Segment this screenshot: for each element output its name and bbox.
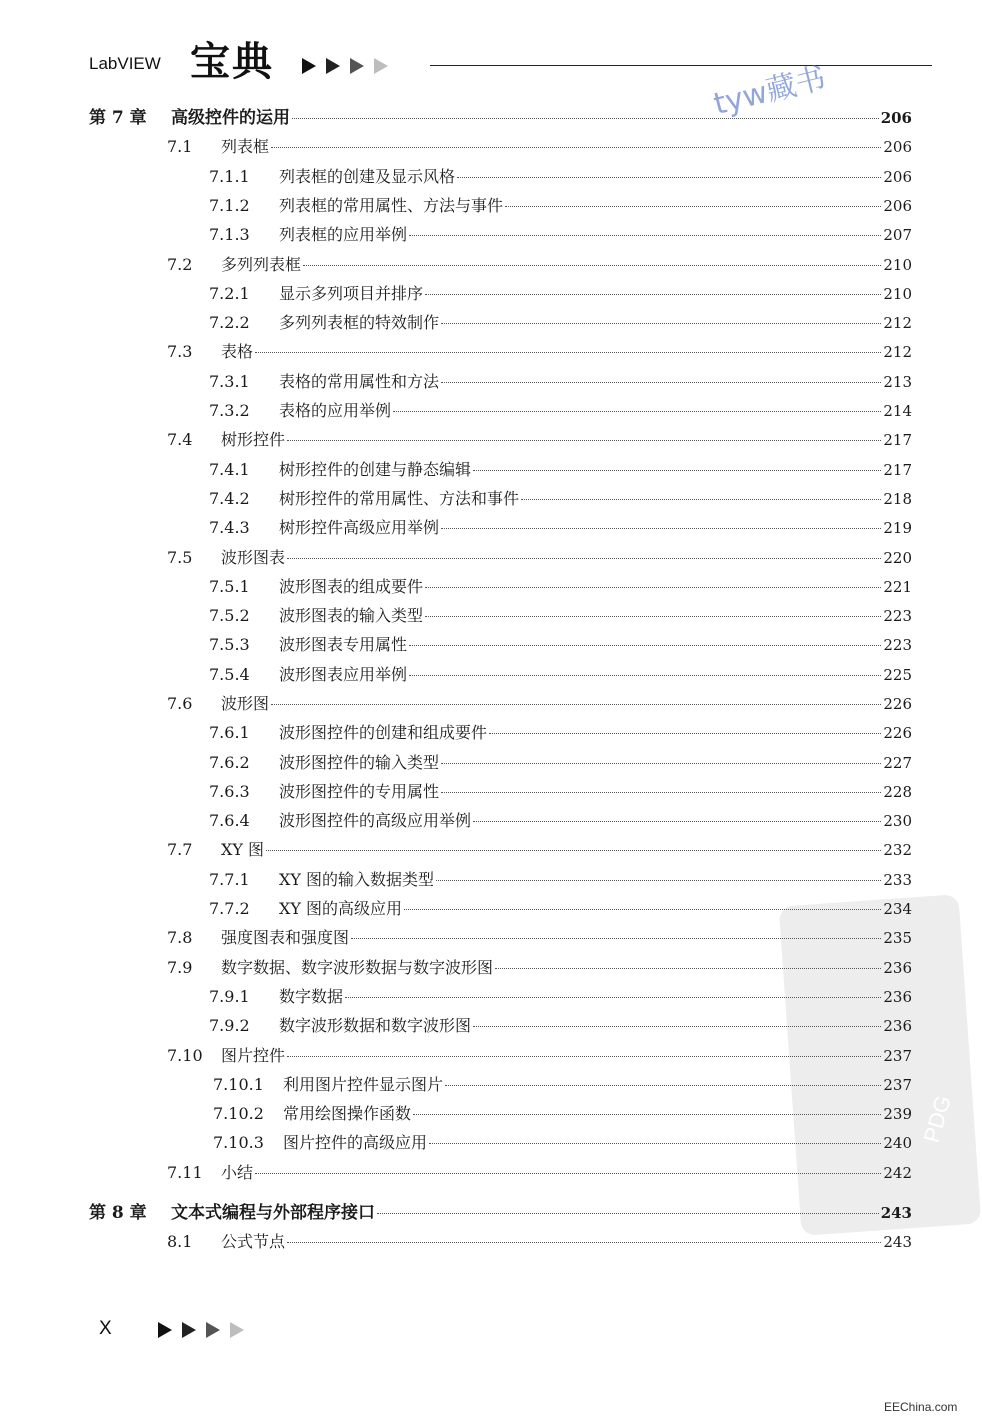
toc-number: 7.3.2 [209,401,250,420]
toc-leader [292,118,879,119]
toc-number: 7.9.1 [209,987,250,1006]
toc-leader [436,880,881,881]
arrow-icon [158,1322,172,1338]
brand-name: LabVIEW [89,54,161,73]
toc-title: XY 图的高级应用 [279,899,403,918]
toc-page-number: 223 [883,607,912,625]
toc-leader [409,675,881,676]
toc-subsection [209,870,912,890]
toc-page-number: 213 [883,373,912,391]
toc-leader [505,206,881,207]
toc-leader [489,733,881,734]
toc-subsection [209,635,912,655]
toc-page-number: 236 [883,959,912,977]
toc-number: 7.10.3 [213,1133,264,1152]
toc-number: 7.7.1 [209,870,250,889]
toc-title: 波形图控件的专用属性 [279,782,440,801]
toc-page-number: 212 [883,314,912,332]
toc-page-number: 218 [883,490,912,508]
toc-subsection [209,987,912,1007]
toc-page-number: 217 [883,461,912,479]
toc-section [167,1232,912,1252]
toc-title: 树形控件的常用属性、方法和事件 [279,489,520,508]
toc-leader [425,294,881,295]
toc-page-number: 223 [883,636,912,654]
toc-subsection [213,1133,912,1153]
toc-number: 7.2.2 [209,313,250,332]
toc-title: XY 图 [221,840,265,859]
arrow-icon [230,1322,244,1338]
toc-title: 波形图表应用举例 [279,665,408,684]
toc-title: 列表框的应用举例 [279,225,408,244]
toc-section [167,1163,912,1183]
toc-leader [441,528,881,529]
toc-number: 7.10.2 [213,1104,264,1123]
toc-subsection [209,225,912,245]
toc-title: 列表框的创建及显示风格 [279,167,456,186]
toc-number: 7.5.3 [209,635,250,654]
toc-number: 7.5.1 [209,577,250,596]
toc-title: XY 图的输入数据类型 [279,870,435,889]
toc-subsection [209,782,912,802]
toc-title: 表格 [221,342,254,361]
toc-number: 7.9 [167,958,193,977]
toc-title: 波形图控件的创建和组成要件 [279,723,488,742]
toc-section [167,548,912,568]
toc-title: 波形图控件的输入类型 [279,753,440,772]
toc-title: 波形图控件的高级应用举例 [279,811,472,830]
toc-subsection [209,811,912,831]
toc-page-number: 239 [883,1105,912,1123]
toc-leader [266,850,881,851]
toc-leader [429,1143,881,1144]
toc-number: 7.6.2 [209,753,250,772]
toc-title: 树形控件 [221,430,286,449]
toc-number: 7.5.4 [209,665,250,684]
toc-number: 7.7 [167,840,193,859]
toc-page-number: 214 [883,402,912,420]
toc-number: 8.1 [167,1232,193,1251]
toc-title: 树形控件的创建与静态编辑 [279,460,472,479]
toc-leader [473,1026,881,1027]
toc-subsection [209,518,912,538]
toc-leader [413,1114,881,1115]
toc-leader [441,382,881,383]
toc-leader [473,821,881,822]
toc-leader [287,1242,881,1243]
toc-number: 7.10 [167,1046,203,1065]
toc-section [167,430,912,450]
toc-leader [255,1173,881,1174]
toc-title: 数字数据 [279,987,344,1006]
toc-title: 公式节点 [221,1232,286,1251]
toc-leader [393,411,881,412]
toc-title: 文本式编程与外部程序接口 [171,1203,375,1223]
toc-page-number: 233 [883,871,912,889]
toc-number: 第 8 章 [89,1203,147,1223]
toc-number: 7.9.2 [209,1016,250,1035]
toc-title: 图片控件 [221,1046,286,1065]
toc-leader [303,265,881,266]
toc-page-number: 219 [883,519,912,537]
toc-number: 7.4.1 [209,460,250,479]
toc-subsection [213,1075,912,1095]
toc-section [167,137,912,157]
toc-number: 7.7.2 [209,899,250,918]
toc-title: 多列列表框的特效制作 [279,313,440,332]
toc-leader [377,1213,879,1214]
toc-section [167,255,912,275]
toc-page-number: 217 [883,431,912,449]
toc-leader [351,938,881,939]
toc-title: 列表框的常用属性、方法与事件 [279,196,504,215]
toc-section [167,694,912,714]
toc-title: 波形图表的组成要件 [279,577,424,596]
toc-number: 第 7 章 [89,108,147,128]
toc-title: 表格的常用属性和方法 [279,372,440,391]
toc-subsection [209,460,912,480]
toc-page-number: 242 [883,1164,912,1182]
toc-subsection [209,313,912,333]
toc-section [167,958,912,978]
toc-leader [271,147,881,148]
toc-subsection [209,489,912,509]
toc-leader [409,645,881,646]
toc-subsection [209,899,912,919]
toc-leader [457,177,881,178]
toc-title: 波形图表专用属性 [279,635,408,654]
toc-title: 常用绘图操作函数 [283,1104,412,1123]
toc-page-number: 206 [883,197,912,215]
toc-page-number: 228 [883,783,912,801]
toc-number: 7.2.1 [209,284,250,303]
toc-subsection [209,196,912,216]
toc-title: 数字波形数据和数字波形图 [279,1016,472,1035]
toc-page-number: 220 [883,549,912,567]
toc-page-number: 206 [880,109,912,127]
toc-page-number: 243 [880,1204,912,1222]
toc-number: 7.3.1 [209,372,250,391]
toc-page-number: 227 [883,754,912,772]
toc-title: 表格的应用举例 [279,401,392,420]
toc-section [167,928,912,948]
toc-page-number: 212 [883,343,912,361]
arrow-icon [206,1322,220,1338]
toc-subsection [209,606,912,626]
toc-title: 图片控件的高级应用 [283,1133,428,1152]
toc-leader [441,792,881,793]
toc-number: 7.5 [167,548,193,567]
toc-title: 显示多列项目并排序 [279,284,424,303]
seal-label: PDG [919,1092,957,1146]
toc-leader [271,704,881,705]
toc-number: 7.6 [167,694,193,713]
toc-number: 7.1.3 [209,225,250,244]
toc-subsection [209,372,912,392]
toc-page-number: 225 [883,666,912,684]
toc-subsection [213,1104,912,1124]
toc-leader [409,235,881,236]
toc-leader [287,558,881,559]
toc-title: 小结 [221,1163,254,1182]
toc-subsection [209,577,912,597]
toc-leader [473,470,881,471]
site-credit: EEChina.com [884,1400,958,1414]
toc-leader [287,440,881,441]
toc-number: 7.4.3 [209,518,250,537]
toc-leader [521,499,881,500]
arrow-icon [182,1322,196,1338]
book-title: 宝典 [190,39,274,85]
toc-number: 7.4 [167,430,193,449]
toc-section [167,840,912,860]
toc-page-number: 232 [883,841,912,859]
toc-title: 多列列表框 [221,255,302,274]
toc-number: 7.6.1 [209,723,250,742]
toc-page-number: 235 [883,929,912,947]
toc-number: 7.2 [167,255,193,274]
toc-subsection [209,753,912,773]
toc-page-number: 236 [883,988,912,1006]
toc-section [167,342,912,362]
toc-number: 7.6.4 [209,811,250,830]
toc-subsection [209,723,912,743]
toc-section [167,1046,912,1066]
toc-page-number: 243 [883,1233,912,1251]
toc-leader [441,323,881,324]
toc-subsection [209,1016,912,1036]
toc-title: 利用图片控件显示图片 [283,1075,444,1094]
toc-leader [425,616,881,617]
toc-page-number: 230 [883,812,912,830]
toc-page-number: 210 [883,256,912,274]
toc-number: 7.1.2 [209,196,250,215]
footer-arrows-icon [158,1322,244,1338]
toc-leader [425,587,881,588]
toc-leader [441,763,881,764]
toc-subsection [209,665,912,685]
toc-number: 7.4.2 [209,489,250,508]
toc-title: 数字数据、数字波形数据与数字波形图 [221,958,494,977]
toc-title: 列表框 [221,137,270,156]
toc-title: 波形图表 [221,548,286,567]
toc-page-number: 237 [883,1076,912,1094]
toc-leader [495,968,881,969]
toc-leader [345,997,881,998]
toc-title: 波形图 [221,694,270,713]
toc-page-number: 206 [883,138,912,156]
toc-number: 7.1.1 [209,167,250,186]
watermark-stamp: tyw藏书 [710,60,830,123]
toc-page-number: 207 [883,226,912,244]
toc-page-number: 226 [883,695,912,713]
toc-number: 7.10.1 [213,1075,264,1094]
toc-number: 7.5.2 [209,606,250,625]
toc-leader [255,352,881,353]
toc-chapter [89,108,912,128]
toc-subsection [209,167,912,187]
toc-page-number: 237 [883,1047,912,1065]
page-number: X [99,1318,112,1339]
toc-subsection [209,284,912,304]
toc-page-number: 221 [883,578,912,596]
toc-leader [445,1085,881,1086]
toc-number: 7.3 [167,342,193,361]
toc-page-number: 226 [883,724,912,742]
toc-page-number: 240 [883,1134,912,1152]
toc-leader [404,909,881,910]
toc-title: 树形控件高级应用举例 [279,518,440,537]
toc-number: 7.6.3 [209,782,250,801]
toc-number: 7.11 [167,1163,203,1182]
toc-page-number: 206 [883,168,912,186]
toc-title: 高级控件的运用 [171,108,290,128]
toc-page-number: 234 [883,900,912,918]
toc-leader [287,1056,881,1057]
toc-title: 波形图表的输入类型 [279,606,424,625]
toc-number: 7.8 [167,928,193,947]
toc-page-number: 210 [883,285,912,303]
toc-number: 7.1 [167,137,193,156]
toc-title: 强度图表和强度图 [221,928,350,947]
toc-subsection [209,401,912,421]
toc-page-number: 236 [883,1017,912,1035]
toc-chapter [89,1203,912,1223]
